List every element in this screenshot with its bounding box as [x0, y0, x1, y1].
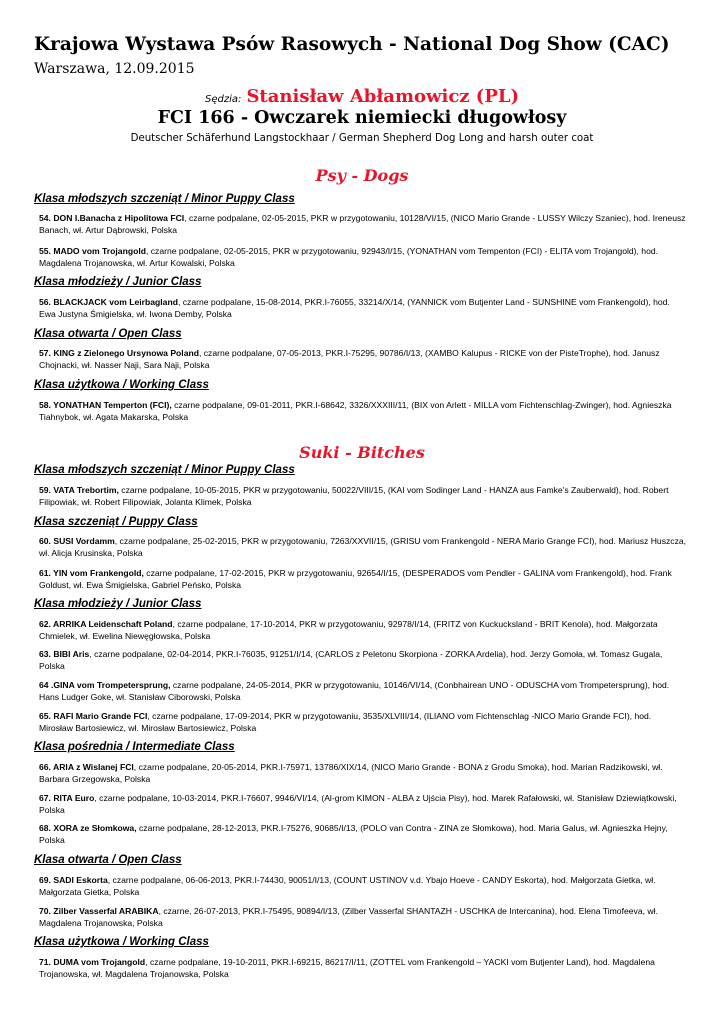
entry-head: 59. VATA Trebortim, [39, 485, 119, 495]
entry-details: czarne podpalane, 17-02-2015, PKR w przygotowaniu, 92654/I/15, (DESPERADOS vom Pendler - GALINA vom Frankengold), hod. Frank Goldust, wł. Ewa Śmigielska, Gabriel Peńsko, Polska [39, 568, 672, 590]
judge-label: Sędzia: [204, 94, 242, 105]
class-heading: Klasa użytkowa / Working Class [34, 379, 209, 391]
class-heading: Klasa młodzieży / Junior Class [34, 276, 202, 288]
class-heading: Klasa otwarta / Open Class [34, 328, 182, 340]
entry-details: , czarne podpalane, 07-05-2013, PKR.I-75295, 90786/I/13, (XAMBO Kalupus - RICKE von der PisteTrophe), hod. Janusz Chojnacki, wł. Nasser Naji, Sara Naji, Polska [39, 348, 660, 370]
entry-head: 71. DUMA vom Trojangold [39, 957, 146, 967]
entry [39, 212, 687, 236]
entry [39, 484, 687, 508]
breed-subtitle: Deutscher Schäferhund Langstockhaar / German Shepherd Dog Long and harsh outer coat [130, 133, 594, 144]
entry-details: , czarne podpalane, 20-05-2014, PKR.I-75971, 13786/XIX/14, (NICO Mario Grande - BONA z Grodu Smoka), hod. Marian Radzikowski, wł. Barbara Grzegowska, Polska [39, 762, 663, 784]
entry-head: 60. SUSI Vordamm [39, 536, 115, 546]
entry-head: 61. YIN vom Frankengold, [39, 568, 144, 578]
entry [39, 618, 687, 642]
entry-head: 70. Zilber Vasserfal ARABIKA [39, 906, 159, 916]
entry [39, 347, 687, 371]
entry [39, 296, 687, 320]
entry-details: , czarne podpalane, 25-02-2015, PKR w przygotowaniu, 7263/XXVII/15, (GRISU vom Frankengold - NERA Mario Grange FCI), hod. Mariusz Huszcza, wł. Alicja Krusinska, Polska [39, 536, 687, 558]
entry-details: , czarne podpalane, 02-05-2015, PKR w przygotowaniu, 92943/I/15, (YONATHAN vom Tempenton (FCI) - ELITA vom Trojangold), hod. Magdalena Trojanowska, wł. Artur Kowalski, Polska [39, 246, 659, 268]
entry-head: 58. YONATHAN Temperton (FCI), [39, 400, 172, 410]
entry [39, 710, 687, 734]
entry-details: , czarne podpalane, 15-08-2014, PKR.I-76055, 33214/X/14, (YANNICK vom Butjenter Land - SUNSHINE vom Frankengold), hod. Ewa Justyna Śmigielska, wł. Iwona Demby, Polska [39, 297, 670, 319]
class-heading: Klasa młodszych szczeniąt / Minor Puppy Class [34, 193, 295, 205]
entry-details: , czarne podpalane, 17-09-2014, PKR w przygotowaniu, 3535/XLVIII/14, (ILIANO vom Fichtenschlag -NICO Mario Grande FCI), hod. Mirosław Bartosiewicz, wł. Mirosław Bartosiewicz, Polska [39, 711, 652, 733]
entry-details: , czarne podpalane, 02-05-2015, PKR w przygotowaniu, 10128/VI/15, (NICO Mario Grande - LUSSY Wilczy Szaniec), hod. Ireneusz Banach, wł. Artur Dąbrowski, Polska [39, 213, 686, 235]
show-title: Krajowa Wystawa Psów Rasowych - National Dog Show (CAC) [34, 34, 670, 55]
class-heading: Klasa użytkowa / Working Class [34, 936, 209, 948]
entry [39, 874, 687, 898]
entry [39, 567, 687, 591]
judge-name: Stanisław Abłamowicz (PL) [246, 86, 520, 107]
entry-details: , czarne podpalane, 10-03-2014, PKR.I-76607, 9946/VI/14, (Al-grom KIMON - ALBA z Ujścia Pisy), hod. Marek Rafałowski, wł. Stanisław Dziewiątkowski, Polska [39, 793, 677, 815]
entry-head: 57. KING z Zielonego Ursynowa Poland [39, 348, 199, 358]
entry-head: 67. RITA Euro [39, 793, 95, 803]
entry-head: 66. ARIA z Wislanej FCI [39, 762, 134, 772]
section-title-dogs: Psy - Dogs [315, 166, 409, 185]
entry-head: 62. ARRIKA Leidenschaft Poland [39, 619, 173, 629]
entry-head: 56. BLACKJACK vom Leirbagland [39, 297, 178, 307]
entry-details: , czarne podpalane, 02-04-2014, PKR.I-76035, 91251/I/14, (CARLOS z Peletonu Skorpiona - ZORKA Ardelia), hod. Jerzy Gomoła, wł. Tomasz Gugala, Polska [39, 649, 663, 671]
class-heading: Klasa otwarta / Open Class [34, 854, 182, 866]
entry-head: 64 .GINA vom Trompetersprung, [39, 680, 171, 690]
entry [39, 761, 687, 785]
entry [39, 822, 687, 846]
section-title-bitches: Suki - Bitches [299, 443, 425, 462]
breed-title: FCI 166 - Owczarek niemiecki długowłosy [157, 108, 567, 128]
entry [39, 956, 687, 980]
class-heading: Klasa młodzieży / Junior Class [34, 598, 202, 610]
entry [39, 245, 687, 269]
entry-head: 63. BIBI Aris [39, 649, 90, 659]
entry-details: czarne podpalane, 24-05-2014, PKR w przygotowaniu, 10146/VI/14, (Conbhairean UNO - ODUSCHA vom Trompetersprung), hod. Hans Ludger Goke, wł. Stanisław Ciborowski, Polska [39, 680, 670, 702]
entry [39, 399, 687, 423]
entry-details: , czarne podpalane, 19-10-2011, PKR.I-69215, 86217/I/11, (ZOTTEL vom Frankengold – YACKI vom Butjenter Land), hod. Magdalena Trojanowska, wł. Magdalena Trojanowska, Polska [39, 957, 655, 979]
entry-head: 68. XORA ze Słomkowa, [39, 823, 137, 833]
class-heading: Klasa młodszych szczeniąt / Minor Puppy Class [34, 464, 295, 476]
class-heading: Klasa pośrednia / Intermediate Class [34, 741, 235, 753]
entry-head: 55. MADO vom Trojangold [39, 246, 146, 256]
entry-head: 69. SADI Eskorta [39, 875, 108, 885]
entry [39, 792, 687, 816]
class-heading: Klasa szczeniąt / Puppy Class [34, 516, 198, 528]
entry-details: , czarne podpalane, 17-10-2014, PKR w przygotowaniu, 92978/I/14, (FRITZ von Kuckucksland - BRIT Kenola), hod. Małgorzata Chmielek, wł. Ewelina Niewęgłowska, Polska [39, 619, 658, 641]
show-location-date: Warszawa, 12.09.2015 [34, 61, 195, 77]
entry [39, 679, 687, 703]
entry-details: czarne podpalane, 28-12-2013, PKR.I-75276, 90685/I/13, (POLO van Contra - ZINA ze Słomkowa), hod. Maria Galus, wł. Agnieszka Hejny, Polska [39, 823, 668, 845]
entry [39, 905, 687, 929]
entry [39, 648, 687, 672]
entry-details: czarne podpalane, 09-01-2011, PKR.I-68642, 3326/XXXIII/11, (BIX von Arlett - MILLA vom Fichtenschlag-Zwinger), hod. Agnieszka Tiahnybok, wł. Agata Makarska, Polska [39, 400, 672, 422]
entry-details: , czarne podpalane, 06-06-2013, PKR.I-74430, 90051/I/13, (COUNT USTINOV v.d. Ybajo Hoeve - CANDY Eskorta), hod. Małgorzata Gietka, wł. Małgorzata Gietka, Polska [39, 875, 656, 897]
entry-details: , czarne, 26-07-2013, PKR.I-75495, 90894/I/13, (Zilber Vasserfal SHANTAZH - USCHKA de Intercanina), hod. Elena Timofeeva, wł. Magdalena Trojanowska, Polska [39, 906, 658, 928]
entry [39, 535, 687, 559]
judge-line [0, 86, 724, 107]
entry-head: 54. DON I.Banacha z Hipolitowa FCI [39, 213, 185, 223]
entry-details: czarne podpalane, 10-05-2015, PKR w przygotowaniu, 50022/VIII/15, (KAI vom Sodinger Land - HANZA aus Famke's Zauberwald), hod. Robert Filipowiak, wł. Robert Filipowiak, Jolanta Klimek, Polska [39, 485, 669, 507]
entry-head: 65. RAFI Mario Grande FCI [39, 711, 148, 721]
